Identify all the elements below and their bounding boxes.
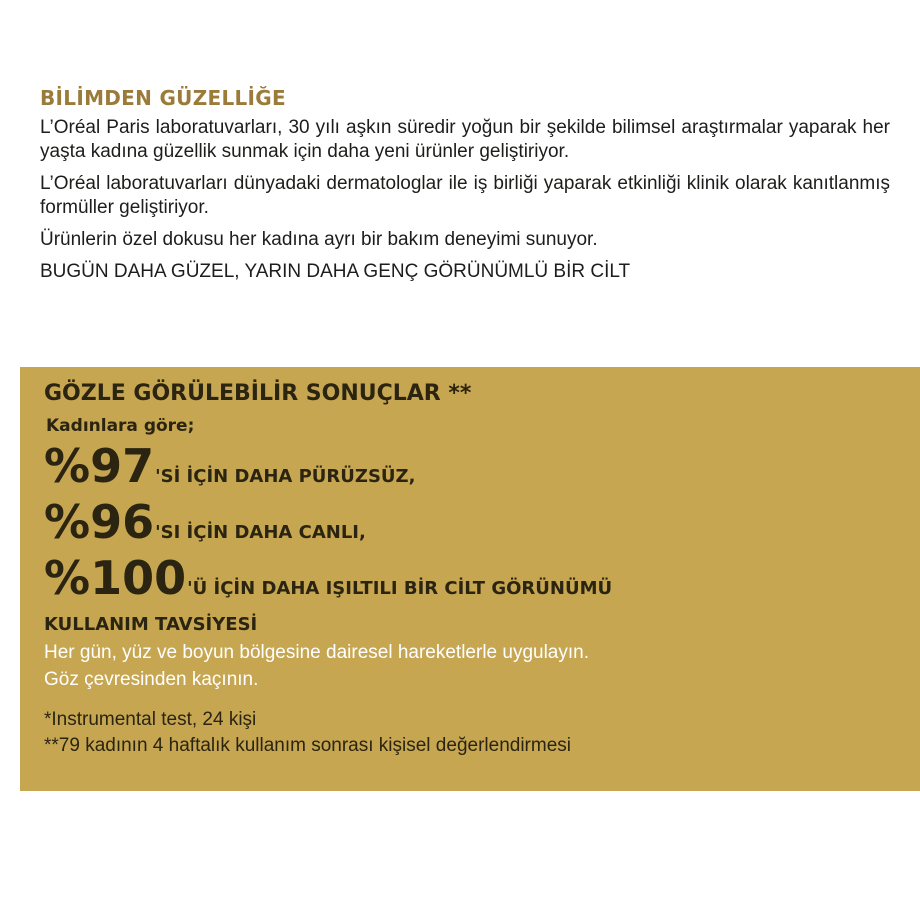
stat-number: %100 xyxy=(44,551,187,605)
footnote-2: **79 kadının 4 haftalık kullanım sonrası kişisel değerlendirmesi xyxy=(44,735,571,756)
stat-number: %97 xyxy=(44,439,155,493)
footnote-1: *Instrumental test, 24 kişi xyxy=(44,709,257,730)
results-subtitle: Kadınlara göre; xyxy=(46,416,195,436)
stat-row-2 xyxy=(44,494,904,550)
stat-text: 'SI İÇİN DAHA CANLI, xyxy=(155,522,366,543)
intro-paragraph-3: Ürünlerin özel dokusu her kadına ayrı bir bakım deneyimi sunuyor. xyxy=(40,229,598,250)
intro-section xyxy=(40,86,890,284)
results-panel xyxy=(20,367,920,791)
stat-text: 'Sİ İÇİN DAHA PÜRÜZSÜZ, xyxy=(155,466,416,487)
stat-number: %96 xyxy=(44,495,155,549)
usage-title: KULLANIM TAVSİYESİ xyxy=(44,614,258,635)
intro-paragraph-1: L’Oréal Paris laboratuvarları, 30 yılı aşkın süredir yoğun bir şekilde bilimsel araştırmalar yaparak her yaşta kadına güzellik sunmak için daha yeni ürünler geliştiriyor. xyxy=(40,117,890,162)
usage-line-2: Göz çevresinden kaçının. xyxy=(44,669,259,690)
intro-paragraph-2: L’Oréal laboratuvarları dünyadaki dermatologlar ile iş birliği yaparak etkinliği klinik olarak kanıtlanmış formüller geliştiriyor. xyxy=(40,173,890,218)
tagline: BUGÜN DAHA GÜZEL, YARIN DAHA GENÇ GÖRÜNÜMLÜ BİR CİLT xyxy=(40,261,631,282)
usage-line-1: Her gün, yüz ve boyun bölgesine dairesel hareketlerle uygulayın. xyxy=(44,642,589,663)
stat-text: 'Ü İÇİN DAHA IŞILTILI BİR CİLT GÖRÜNÜMÜ xyxy=(187,578,613,599)
section-heading: BİLİMDEN GÜZELLİĞE xyxy=(40,86,286,110)
stat-row-3 xyxy=(44,550,904,606)
footnotes xyxy=(44,707,904,759)
stat-row-1 xyxy=(44,438,904,494)
results-title: GÖZLE GÖRÜLEBİLİR SONUÇLAR ** xyxy=(44,381,472,406)
